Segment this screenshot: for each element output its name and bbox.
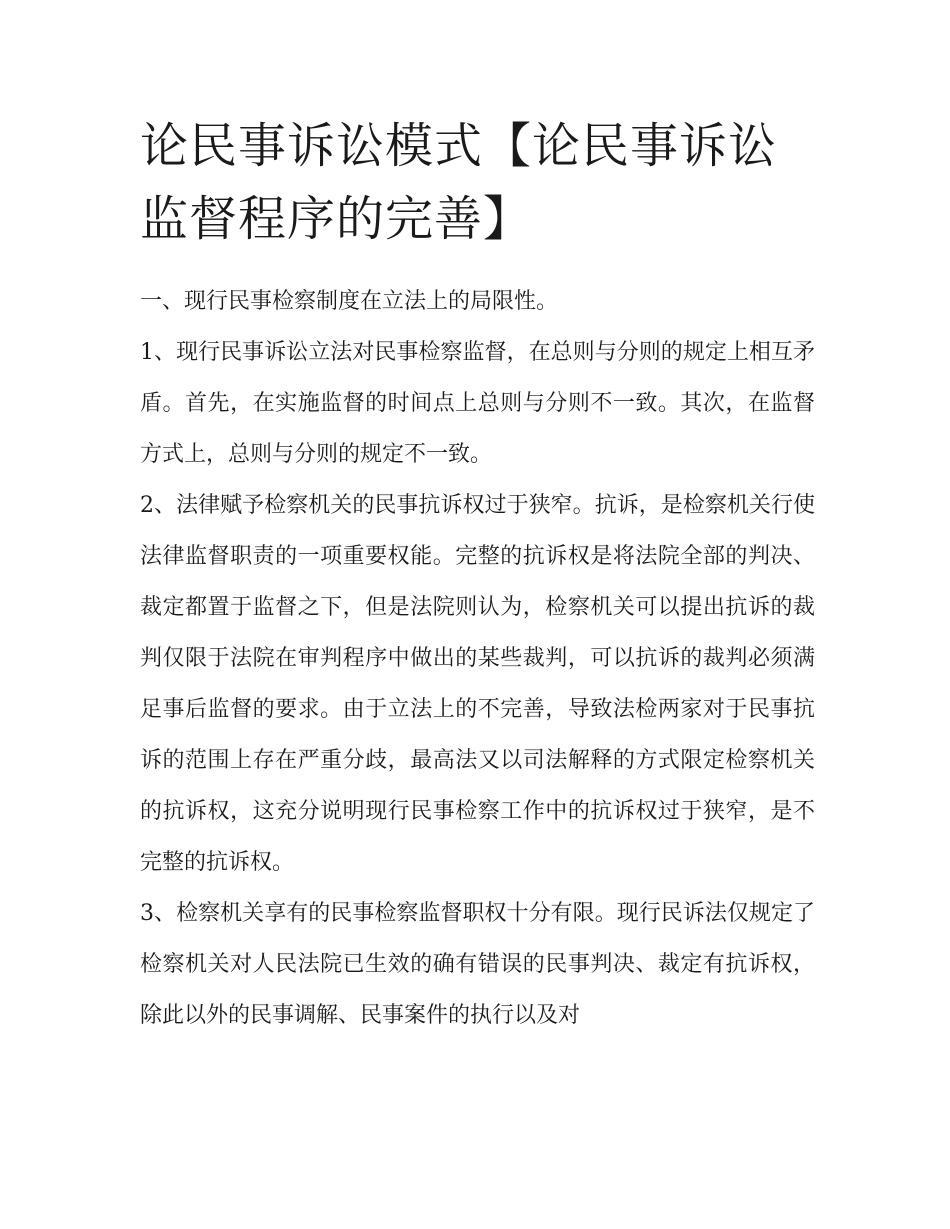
paragraph-3: 3、检察机关享有的民事检察监督职权十分有限。现行民诉法仅规定了检察机关对人民法院已生效的确有错误的民事判决、裁定有抗诉权，除此以外的民事调解、民事案件的执行以及对 (140, 901, 815, 1028)
paragraph-2: 2、法律赋予检察机关的民事抗诉权过于狭窄。抗诉，是检察机关行使法律监督职责的一项重要权能。完整的抗诉权是将法院全部的判决、裁定都置于监督之下，但是法院则认为，检察机关可以提出抗诉的裁判仅限于法院在审判程序中做出的某些裁判，可以抗诉的裁判必须满足事后监督的要求。由于立法上的不完善，导致法检两家对于民事抗诉的范围上存在严重分歧，最高法又以司法解释的方式限定检察机关的抗诉权，这充分说明现行民事检察工作中的抗诉权过于狭窄，是不完整的抗诉权。 (140, 493, 815, 875)
section-heading: 一、现行民事检察制度在立法上的局限性。 (140, 289, 559, 314)
document-title: 论民事诉讼模式【论民事诉讼监督程序的完善】 (140, 118, 778, 247)
document-body (140, 110, 815, 1041)
paragraph-1: 1、现行民事诉讼立法对民事检察监督，在总则与分则的规定上相互矛盾。首先，在实施监督的时间点上总则与分则不一致。其次，在监督方式上，总则与分则的规定不一致。 (140, 340, 815, 467)
